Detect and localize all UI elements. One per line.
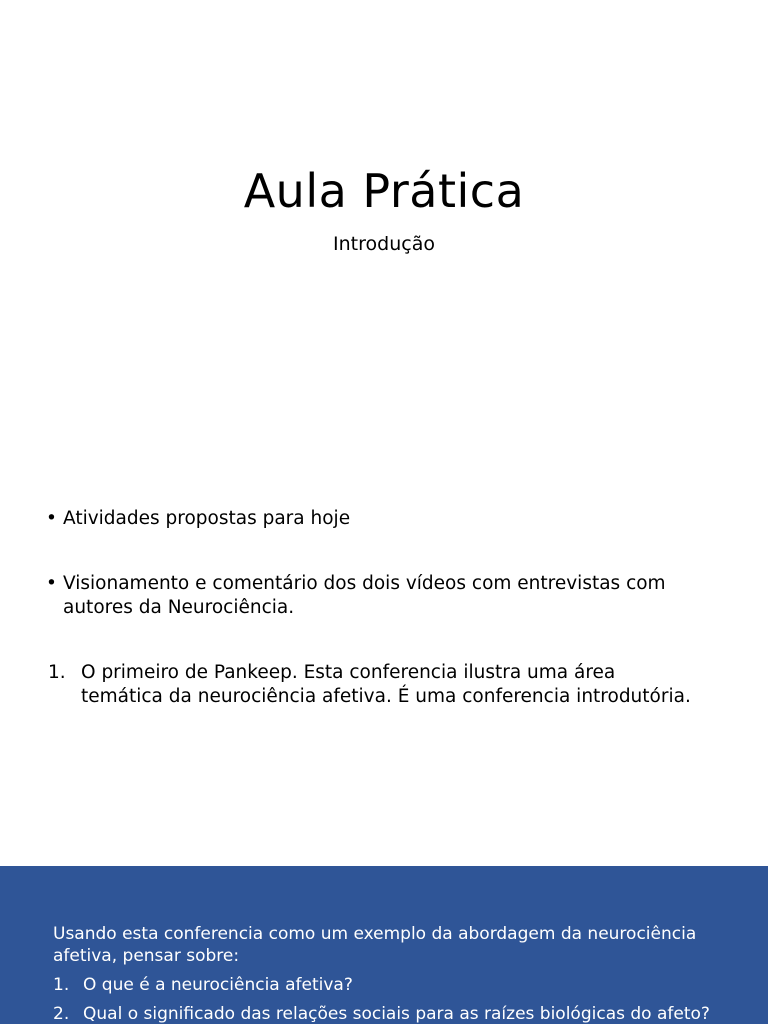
panel-list-item	[53, 974, 733, 996]
panel-list-item	[53, 1003, 733, 1024]
bullet-item	[46, 572, 696, 621]
item-number: 2.	[53, 1004, 70, 1024]
item-number: 1.	[48, 661, 66, 683]
bullet-mark: •	[46, 508, 57, 529]
bullet-text: Atividades propostas para hoje	[63, 508, 351, 529]
panel-content	[53, 923, 733, 1024]
panel-intro-text: Usando esta conferencia como um exemplo da abordagem da neurociência afetiva, pensar sobre:	[53, 924, 697, 966]
bullet-item	[46, 507, 696, 532]
slide-content	[46, 507, 696, 710]
numbered-item	[46, 661, 696, 710]
item-text: Qual o significado das relações sociais para as raízes biológicas do afeto?	[83, 1004, 710, 1024]
item-text: O que é a neurociência afetiva?	[83, 975, 353, 995]
slide-title: Aula Prática	[243, 164, 525, 218]
slide-subtitle: Introdução	[333, 233, 435, 255]
bullet-text: Visionamento e comentário dos dois vídeos com entrevistas com autores da Neurociência.	[63, 572, 666, 618]
item-number: 1.	[53, 975, 70, 995]
bullet-mark: •	[46, 572, 57, 594]
blue-slide-panel	[0, 866, 768, 1024]
item-text: O primeiro de Pankeep. Esta conferencia ilustra uma área temática da neurociência afetiva. É uma conferencia introdutória.	[81, 661, 691, 707]
